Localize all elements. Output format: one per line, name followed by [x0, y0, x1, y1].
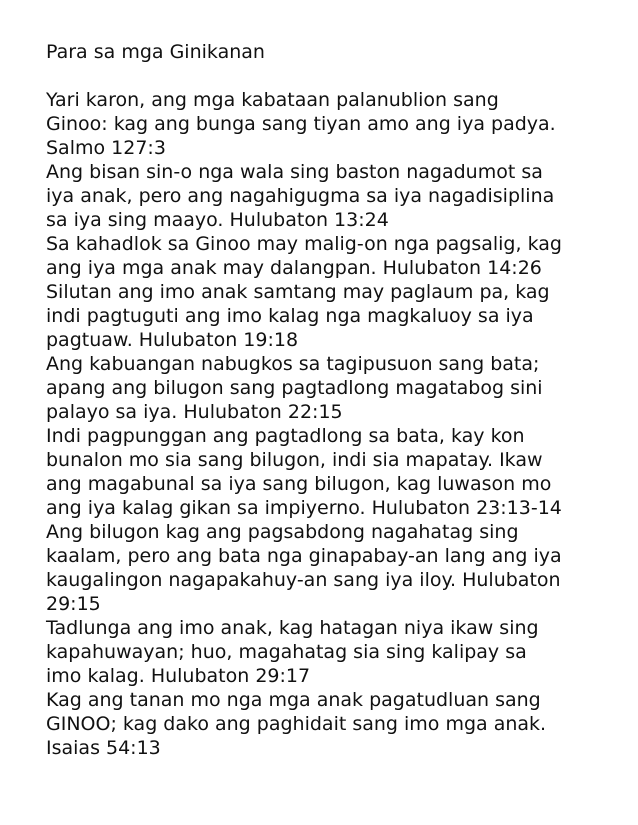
verse-line: Isaias 54:13 — [46, 737, 161, 759]
verse-line: imo kalag. Hulubaton 29:17 — [46, 665, 311, 687]
verse-line: apang ang bilugon sang pagtadlong magatabog sini — [46, 377, 543, 399]
verse-line: Tadlunga ang imo anak, kag hatagan niya ikaw sing — [46, 617, 539, 639]
verse-line: kaalam, pero ang bata nga ginapabay-an lang ang iya — [46, 545, 562, 567]
verse-line: sa iya sing maayo. Hulubaton 13:24 — [46, 209, 389, 231]
verse-line: Ang bisan sin-o nga wala sing baston nagadumot sa — [46, 161, 543, 183]
verse-line: kaugalingon nagapakahuy-an sang iya iloy. Hulubaton — [46, 569, 561, 591]
verse-line: Ginoo: kag ang bunga sang tiyan amo ang iya padya. — [46, 113, 556, 135]
verse-line: Kag ang tanan mo nga mga anak pagatudluan sang — [46, 689, 541, 711]
verse-line: Yari karon, ang mga kabataan palanublion sang — [46, 89, 499, 111]
verse-line: ang iya kalag gikan sa impiyerno. Hulubaton 23:13-14 — [46, 497, 562, 519]
verse-line: Ang kabuangan nabugkos sa tagipusuon sang bata; — [46, 353, 540, 375]
verse-line: Salmo 127:3 — [46, 137, 166, 159]
verse-line: Sa kahadlok sa Ginoo may malig-on nga pagsalig, kag — [46, 233, 562, 255]
verse-line: palayo sa iya. Hulubaton 22:15 — [46, 401, 343, 423]
verse-list — [46, 88, 606, 760]
verse-line: iya anak, pero ang nagahigugma sa iya nagadisiplina — [46, 185, 555, 207]
verse-line: GINOO; kag dako ang paghidait sang imo mga anak. — [46, 713, 547, 735]
document-page — [46, 40, 606, 760]
verse-paragraph — [46, 232, 606, 280]
verse-line: 29:15 — [46, 593, 101, 615]
verse-line: Indi pagpunggan ang pagtadlong sa bata, kay kon — [46, 425, 525, 447]
verse-paragraph — [46, 424, 606, 520]
verse-line: indi pagtuguti ang imo kalag nga magkaluoy sa iya — [46, 305, 534, 327]
verse-line: bunalon mo sia sang bilugon, indi sia mapatay. Ikaw — [46, 449, 543, 471]
verse-line: ang iya mga anak may dalangpan. Hulubaton 14:26 — [46, 257, 542, 279]
verse-paragraph — [46, 520, 606, 616]
verse-paragraph — [46, 160, 606, 232]
verse-line: Ang bilugon kag ang pagsabdong nagahatag sing — [46, 521, 519, 543]
verse-paragraph — [46, 616, 606, 688]
verse-paragraph — [46, 352, 606, 424]
verse-line: Silutan ang imo anak samtang may paglaum pa, kag — [46, 281, 550, 303]
verse-line: ang magabunal sa iya sang bilugon, kag luwason mo — [46, 473, 552, 495]
verse-paragraph — [46, 280, 606, 352]
verse-line: pagtuaw. Hulubaton 19:18 — [46, 329, 299, 351]
verse-paragraph — [46, 688, 606, 760]
document-title: Para sa mga Ginikanan — [46, 41, 265, 63]
verse-paragraph — [46, 88, 606, 160]
verse-line: kapahuwayan; huo, magahatag sia sing kalipay sa — [46, 641, 527, 663]
